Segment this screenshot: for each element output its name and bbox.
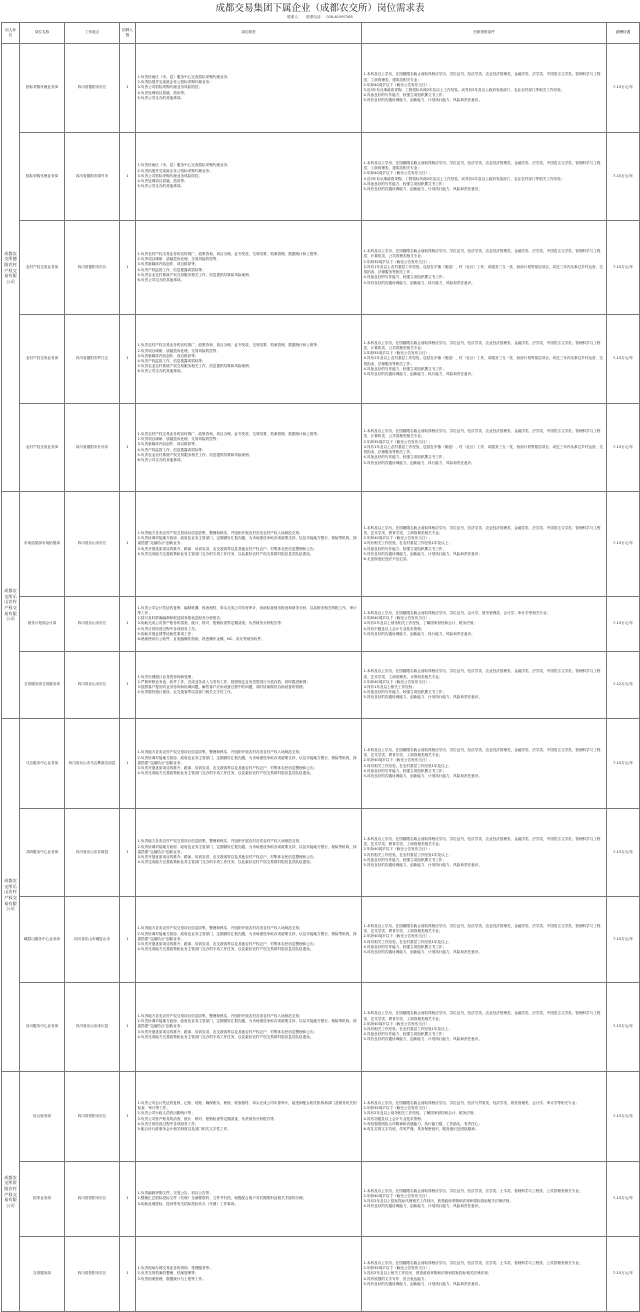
header-count: 招聘人数 [120, 23, 136, 44]
requirement-line: 5.具有良好的沟通协调能力、创新能力、执行能力、风险和责任意识。 [363, 631, 475, 636]
duty-line: 3.负责新媒体内容创作、项目推荐等； [137, 353, 199, 358]
requirement-line: 2.年龄35周岁以下（截至公告发布当日）； [363, 1106, 433, 1111]
requirement-line: 2.年龄35周岁以下（截至公告发布当日）； [363, 439, 433, 444]
requirement-line: 3.具有1年及以上农村基层工作经验，包括在乡镇（街道）、村（社区）工作，或服务三支一扶、西部计划等基层项目，或近三年内从事过乡村运营、交易拍卖、法律服务等相关工作； [363, 356, 603, 366]
employer-cell: 成都农交所乐山农村产权交易有限公司 [2, 492, 20, 719]
requirement-line: 5.具有良好的沟通协调能力、创新能力、执行能力、风险和责任意识。 [363, 372, 475, 376]
duty-line: 2.负责协调对接地方政府、政府及业务主管部门，定期做好汇报沟通，为市场建设争取各项政策支持，以及对接地方银行、保险等机构，探索搭建"交融结合"创新业务； [137, 755, 357, 765]
duty-line: 2.负责拓展并完成政企非公招标采购代理业务； [137, 80, 213, 85]
requirement-line: 4.具有中级及以上会计专业技术资格； [363, 626, 425, 631]
duty-cell [136, 1072, 362, 1162]
pay-cell: 7-15万元/年 [607, 44, 640, 133]
header-pay: 薪酬待遇 [607, 23, 640, 44]
post-cell: 农村产权交易业务岗 [20, 404, 65, 492]
table-header-row [2, 23, 640, 44]
requirement-line: 3.具有2年及以上招标投标代理相关工作经历，熟悉政府采购和法规和招标投标相关法律法规； [363, 1199, 513, 1203]
header-duty: 岗位职责 [136, 23, 362, 44]
table-row [2, 597, 640, 652]
requirement-line: 4.具备良好的写作能力、较强立项组织撰文书工作； [363, 181, 446, 186]
pay-cell: 7-15万元/年 [607, 133, 640, 221]
duty-line: 4.负责处理项目质疑、投诉等； [137, 90, 188, 95]
post-cell: 招标采购代理业务岗 [20, 44, 65, 133]
duty-line: 5.协助开展业绩等协助性事项工作； [137, 631, 195, 636]
requirement-line: 6.无违规违纪违法不良记录。 [363, 557, 411, 561]
post-cell: 财务计划部会计岗 [20, 597, 65, 652]
requirement-line: 4.具备良好的写作能力、较强立项组织撰文书工作； [363, 857, 446, 862]
count-cell: 1 [120, 404, 136, 492]
duty-line: 1.负责地方各类农村产权交易项目信息收集、整理和核实，并组织开展农村各类农村产权入场规范交易； [137, 926, 303, 931]
requirement-line: 2.年龄40周岁以下（截至公告发布当日）； [363, 171, 433, 176]
requirement-line: 4.具备良好的写作能力、较强立项组织撰文书工作； [363, 275, 446, 280]
requirement-line: 1.本科及以上学历，在国籍限名截止前取得相应学历、学位证书，经济学类、农业经济管理类、金融学类、法学类、中国语言文学类、管理科学与工程类、艺术学类、工商管理类、计算机类相关专业； [363, 669, 601, 679]
requirements-cell [362, 315, 607, 404]
duty-cell [136, 809, 362, 897]
count-cell: 1 [120, 133, 136, 221]
table-row [2, 652, 640, 719]
table-row [2, 221, 640, 315]
requirement-line: 5.具有良好的沟通协调能力、创新能力、计划执行能力、风险和责任意识。 [363, 862, 482, 867]
post-cell: 井研服务中心业务岗 [20, 809, 65, 897]
duty-line: 1.负责农村产权交易业务的宣传推广、政策咨询、项目办理、证书发放、交易结算、档案管理、数据统计和上报等； [137, 343, 321, 348]
count-cell: 1 [120, 1237, 136, 1312]
duty-line: 1.负责地方各类农村产权交易项目信息收集、整理和核实，并组织开展农村各类农村产权入场规范交易； [137, 1013, 303, 1018]
requirement-line: 5.具有良好的沟通协调能力、创新能力、计划执行能力、风险和责任意识。 [363, 186, 482, 191]
place-cell: 四川省乐山市市区 [65, 597, 120, 652]
count-cell: 1 [120, 809, 136, 897]
requirement-line: 1.本科及以上学历，在国籍限名截止前取得相应学历、学位证书，经济学类、农业经济管理类、金融学类、法学类、中国语言文学类、管理科学与工程类、艺术学类、教育学类、工商管理类相关专业； [363, 1011, 601, 1021]
duty-cell [136, 44, 362, 133]
requirement-line: 3.近3年有从事政府采购、工程招标代理2年及以上工作经验，或具有2年及以上政府发改部门、农业农村部门等相关工作经验； [363, 88, 565, 92]
duty-line: 3.按照客户提出的业务咨询和协调问题，解答客户应用设备过程中的问题，同时协助做好自助设备的管理； [137, 685, 307, 689]
duty-line: 1.负责地方各类农村产权交易项目信息收集、整理和核实，并组织开展农村各类农村产权入场规范交易； [137, 530, 303, 535]
requirement-line: 3.具有1年及以上农村基层工作经验，包括在乡镇（街道）、村（社区）工作，或服务三支一扶、西部计划等基层项目，或近三年内从事过乡村运营、交易拍卖、法律服务等相关工作； [363, 444, 603, 455]
duty-line: 1.负责协助区（市、县）服务中心完成招标采购代理业务； [137, 74, 231, 79]
requirement-line: 2.年龄40周岁以下（截至公告发布当日）； [363, 82, 433, 87]
requirements-cell [362, 652, 607, 719]
count-cell: 1 [120, 1072, 136, 1162]
pay-cell: 7-15万元/年 [607, 1162, 640, 1237]
duty-line: 5.负责公司交办的其他事项。 [137, 95, 185, 100]
duty-cell [136, 315, 362, 404]
post-cell: 招标采购代理业务岗 [20, 133, 65, 221]
requirement-line: 5.具有良好的沟通协调能力、创新能力、计划执行能力、风险和责任意识。 [363, 1037, 482, 1042]
requirement-line: 2.年龄40周岁以下（截至公告发布当日）； [363, 847, 433, 852]
place-cell: 四川省乐山市沐川县 [65, 983, 120, 1072]
duty-line: 4.负责日常经营过程中各项财务工作。 [137, 626, 199, 631]
table-row [2, 1237, 640, 1312]
table-row [2, 492, 640, 597]
requirement-line: 3.具有相关工作经验，在农村基层工作经验1年及以上； [363, 852, 452, 857]
requirement-line: 1.本科及以上学历，在国籍限名截止前取得相应学历、学位证书，经济学类、农业经济管理类、金融学类、法学类、中国语言文学类、管理科学与工程类、艺术学类、教育学类、工商管理类相关专业； [363, 836, 601, 847]
duty-line: 2.负责项目调研、质疑投诉处理、交易风险防控等； [137, 437, 220, 442]
duty-line: 2.负责协调对接地方政府、政府及业务主管部门，定期做好汇报沟通，为市场建设争取各项政策支持，以及对接地方银行、保险等机构，探索搭建"交融结合"创新业务； [137, 844, 357, 854]
count-cell: 1 [120, 44, 136, 133]
requirement-line: 2.年龄40周岁以下（截至公告发布当日）； [363, 934, 433, 939]
duty-line: 4.负责完成地方完善政策和业务主管部门交办的专项工作任务，以及素好农村产权交易群村组信息员队伍建设。 [137, 947, 314, 952]
requirement-line: 4.具备良好的写作能力、较强立项组织撰文书工作； [363, 768, 446, 773]
pay-cell: 7-15万元/年 [607, 315, 640, 404]
duty-line: 2.负责协调对接地方政府、政府及业务主管部门，定期做好汇报沟通，为市场建设争取各项政策支持，以及对接地方银行、保险等机构，探索搭建"交融结合"创新业务； [137, 536, 357, 546]
duty-line: 2.整理汇总招标投标文件（代理）全流程资料、文件并归档，积极配合客户对后期资料及相关手续的办理； [137, 1196, 307, 1201]
requirement-line: 4.具备良好的写作能力、较强立项组织撰文书工作； [363, 93, 446, 98]
duty-cell [136, 1162, 362, 1237]
requirement-line: 3.具有1年及以上相关工作经验； [363, 685, 416, 689]
requirement-line: 2.年龄40周岁以下（截至公告发布当日）； [363, 1193, 433, 1198]
duty-line: 3.负责开展优质项目的推介、路演、培训宣讲、农交竣客等以及其他农村产权农户、村集体农民信息整理和公告； [137, 546, 318, 551]
requirements-cell [362, 719, 607, 809]
requirement-line: 1.本科及以上学历，在国籍限名截止前取得相应学历、学位证书，经济学类、农业经济管理类、金融学类、法学类、中国语言文学类、管理科学与工程类、工商管理类、建筑类相关专业； [363, 72, 601, 82]
table-row [2, 809, 640, 897]
requirements-cell [362, 897, 607, 983]
pay-cell: 7-12万元/年 [607, 652, 640, 719]
post-cell: 交易服务岗 [20, 1237, 65, 1312]
duty-line: 4.负责日常经营过程中各项财务工作； [137, 1121, 199, 1126]
requirement-line: 4.具有良好的沟通协调能力、创新能力、计划执行能力、风险和责任意识。 [363, 1204, 482, 1209]
duty-line: 6.熟练使用办公软件，且电脑操作熟练，熟悉操作金蝶、NC、用友等财务软件。 [137, 637, 265, 641]
place-cell: 四川省德阳市绵竹市 [65, 133, 120, 221]
requirement-line: 5.具有良好的沟通协调能力、创新能力、计划执行能力、风险和责任意识。 [363, 949, 482, 954]
place-cell: 四川省德阳市市区 [65, 44, 120, 133]
requirement-line: 1.本科及以上学历，在国籍限名截止前取得相应学历、学位证书，经济与贸易类、经济学类、财务管理类、会计学、审计学等相关专业； [363, 1100, 579, 1105]
requirements-cell [362, 404, 607, 492]
duty-line: 4.负责做好窗口建设、农交竣客等以及部门相关文字性工作。 [137, 690, 235, 695]
pay-cell: 7-15万元/年 [607, 404, 640, 492]
duty-cell [136, 404, 362, 492]
requirement-line: 1.本科及以上学历，在国籍限名截止前取得相应学历、学位证书，会计学、财务管理类、会计学、审计学等相关专业； [363, 610, 551, 615]
place-cell: 四川省资阳市市区 [65, 1237, 120, 1312]
table-row [2, 719, 640, 809]
requirement-line: 5.具有良好的沟通协调能力、创新能力、计划执行能力、风险和责任意识。 [363, 695, 482, 700]
requirement-line: 4.具备良好的写作能力、较强立项组织撰文书工作； [363, 690, 446, 695]
duty-line: 1.负责地方各类农村产权交易项目信息收集、整理和核实，并组织开展农村各类农村产权入场规范交易； [137, 839, 303, 844]
requirement-line: 1.本科及以上学历，在国籍限名截止前取得相应学历、学位证书，经济学类、农业经济管理类、金融学类、法学类、中国语言文学类、管理科学与工程类、艺术学类、教育学类、工商管理类相关专业； [363, 747, 601, 758]
employer-cell: 成都农交所德阳农村产权交易有限公司 [2, 44, 20, 492]
table-row [2, 315, 640, 404]
duty-line: 5.负责农业农村系统产权交易服务相关工作、信息提供结算和风险案例； [137, 452, 253, 457]
requirement-line: 4.具有较强的文字写作、语言表达能力； [363, 1276, 429, 1281]
requirement-line: 2.年龄40周岁以下（截至公告发布当日）； [363, 616, 433, 621]
requirement-line: 3.具有2年及以上相关工作经历，熟悉政府采购和法规和招标投标相关法律法规； [363, 1271, 492, 1276]
duty-line: 1.负责公司会计凭证的复核、编制账簿、账表相符，牵头完成公司年度审计，协助检查财务报表和财务分析，以及税务相关纳税工作，审计等工作； [137, 605, 357, 615]
duty-line: 3.负责开展优质项目的推介、路演、培训宣讲、农交竣客等以及其他农村产权农户、村集体农民信息整理和公告； [137, 855, 318, 860]
pay-cell: 7-15万元/年 [607, 221, 640, 315]
requirement-line: 4.具备良好的写作能力、较强立项组织撰文书工作； [363, 944, 446, 949]
duty-line: 1.负责农村产权交易业务的宣传推广、政策咨询、项目办理、证书发放、交易结算、档案管理、数据统计和上报等； [137, 431, 321, 436]
requirement-line: 1.本科及以上学历，在国籍限名截止前取得相应学历、学位证书，经济学类、农业经济管理类、金融学类、法学类、中国语言文学类、管理科学与工程类、计算机类、公共管理类相关专业； [363, 429, 601, 439]
count-cell: 1 [120, 897, 136, 983]
duty-line: 3.协助处理投标、投诉等有关招标投标代办（代理）工作事项。 [137, 1201, 238, 1206]
duty-cell [136, 133, 362, 221]
requirement-line: 3.具有相关工作经验，在农村基层工作经验1年及以上； [363, 541, 452, 546]
duty-line: 1.负责协助区（市、县）服务中心完成招标采购代理业务； [137, 163, 231, 168]
pay-cell: 7-15万元/年 [607, 597, 640, 652]
requirement-line: 2.年龄35周岁以下（截至公告发布当日）； [363, 259, 433, 264]
duty-line: 3.负责新媒体内容创作、项目推荐等； [137, 442, 199, 447]
requirement-line: 2.年龄35周岁以下（截至公告发布当日）； [363, 351, 433, 356]
requirement-line: 3.具有相关工作经验，在农村基层工作经验1年及以上； [363, 1027, 452, 1031]
employer-cell: 成都农交所乐山农村产权交易有限公司 [2, 719, 20, 1072]
place-cell: 四川省资阳市市区 [65, 1072, 120, 1162]
requirement-line: 2.年龄40周岁以下（截至公告发布当日）； [363, 679, 433, 684]
requirement-line: 5.具有良好的沟通协调能力、创新能力、计划执行能力、风险和责任意识。 [363, 773, 482, 778]
duty-line: 4.负责产权监管工作、信息披露或招标等； [137, 267, 206, 272]
requirement-line: 4.具有初级及以上会计专业技术资格； [363, 1116, 425, 1121]
table-row [2, 404, 640, 492]
requirements-cell [362, 1162, 607, 1237]
table-row [2, 133, 640, 221]
requirement-line: 3.具有相关工作经验，在农村基层工作经验1年及以上； [363, 939, 452, 944]
post-cell: 综合财务岗 [20, 1072, 65, 1162]
duty-line: 1.负责编制采购文件、交易公告、项目公告等； [137, 1191, 213, 1196]
duty-line: 3.负责档案管理、数据统计与上报等工作。 [137, 1276, 206, 1281]
post-cell: 沐川服务中心业务岗 [20, 983, 65, 1072]
duty-cell [136, 652, 362, 719]
post-cell: 农村产权交易业务岗 [20, 315, 65, 404]
requirements-cell [362, 983, 607, 1072]
duty-cell [136, 221, 362, 315]
pay-cell: 7-15万元/年 [607, 1237, 640, 1312]
duty-line: 4.负责完成地方完善政策和业务主管部门交办的专项工作任务，以及素好农村产权交易群村组信息员队伍建设。 [137, 1034, 314, 1039]
requirement-line: 2.年龄40周岁以下（截至公告发布当日）； [363, 1021, 433, 1026]
requirement-line: 4.具备良好的写作能力、较强立项组织撰文书工作； [363, 366, 446, 371]
duty-line: 1.负责地方各类农村产权交易项目信息收集、整理和核实，并组织开展农村各类农村产权入场规范交易； [137, 750, 303, 755]
requirement-line: 3.具有2年及以上财务相关工作经验，了解国家财经和会计、税务法规； [363, 1111, 478, 1116]
duty-line: 4.负责产权监管工作、信息披露或招标等； [137, 359, 206, 363]
requirement-line: 4.具备良好的写作能力、较强立项组织撰文书工作； [363, 455, 446, 460]
job-requirements-table [1, 22, 640, 1312]
place-cell: 四川省乐山市井研县 [65, 809, 120, 897]
requirement-line: 1.本科及以上学历，在国籍限名截止前取得相应学历、学位证书，经济学类、农业经济管理类、金融学类、法学类、中国语言文学类、管理科学与工程类、工商管理类、建筑类相关专业； [363, 160, 601, 171]
header-post: 岗位名称 [20, 23, 65, 44]
duty-line: 4.负责处理项目质疑、投诉等； [137, 179, 188, 184]
place-cell: 四川省资阳市市区 [65, 1162, 120, 1237]
page-title: 成都交易集团下属企业（成都农交所）岗位需求表 [215, 3, 425, 14]
requirement-line: 4.具备良好的写作能力、较强立项组织撰文书工作； [363, 1032, 446, 1037]
duty-line: 2.负责公司行政人员的出勤统计等； [137, 1111, 195, 1116]
duty-cell [136, 492, 362, 597]
duty-cell [136, 1237, 362, 1312]
duty-line: 5.负责公司交办的其他事项。 [137, 184, 185, 189]
post-cell: 峨眉山服务中心业务岗 [20, 897, 65, 983]
post-cell: 招采业务岗 [20, 1162, 65, 1237]
requirements-cell [362, 44, 607, 133]
count-cell: 1 [120, 597, 136, 652]
duty-line: 6.负责公司交办的其他事项。 [137, 277, 185, 282]
requirement-line: 5.有较强的团队合作精神和沟通能力，执行能力强，工作踏实，有责任心； [363, 1121, 482, 1126]
pay-cell: 7-15万元/年 [607, 983, 640, 1072]
requirement-line: 1.本科及以上学历，在国籍限名截止前取得相应学历、学位证书，经济学类、农业经济管理类、金融学类、法学类、中国语言文学类、管理科学与工程类、计算机类、公共管理类相关专业； [363, 249, 601, 259]
duty-line: 3.负责开展优质项目的推介、路演、培训宣讲、农交竣客等以及其他农村产权农户、村集体农民信息整理和公告； [137, 942, 318, 947]
requirements-cell [362, 1072, 607, 1162]
duty-line: 1.负责办理窗口业务的咨询和受理； [137, 674, 195, 679]
post-cell: 农村产权交易业务岗 [20, 221, 65, 315]
requirement-line: 2.年龄40周岁以下（截至公告发布当日）； [363, 758, 433, 763]
table-body [2, 44, 640, 1312]
post-cell: 交易服务部交易服务岗 [20, 652, 65, 719]
requirement-line: 2.年龄35周岁以下（截至公告发布当日）； [363, 1266, 433, 1271]
count-cell: 1 [120, 221, 136, 315]
requirement-line: 1.本科及以上学历，在国籍限名截止前取得相应学历、学位证书，经济学类、农业经济管理类、金融学类、法学类、中国语言文学类、管理科学与工程类、艺术学类、教育学类、工商管理类相关专业； [363, 923, 601, 934]
duty-line: 4.负责完成地方完善政策和业务主管部门交办的专项工作任务，以及素好农村产权交易群村组信息员队伍建设。 [137, 771, 314, 776]
place-cell: 四川省乐山市市区 [65, 652, 120, 719]
requirement-line: 1.本科及以上学历，在国籍限名截止前取得相应学历、学位证书，经济学类、农业经济管理类、金融学类、法学类、中国语言文学类、管理科学与工程类、计算机类、公共管理类相关专业； [363, 340, 601, 350]
duty-line: 3.负责新媒体内容创作、项目推荐等； [137, 262, 199, 267]
table-row [2, 1162, 640, 1237]
duty-line: 2.负责项目调研、质疑投诉处理、交易风险防控等； [137, 257, 220, 262]
header-employer: 用人单位 [2, 23, 20, 44]
requirements-cell [362, 597, 607, 652]
duty-line: 5.负责农业农村系统产权交易服务相关工作、信息提供结算和风险案例； [137, 364, 253, 369]
duty-line: 1.负责现场办理交易业务的咨询、受理服务等； [137, 1266, 213, 1271]
pay-cell: 7-15万元/年 [607, 809, 640, 897]
post-cell: 马边服务中心业务岗 [20, 719, 65, 809]
duty-line: 2.负责拓展并完成政企非公招标采购代理业务； [137, 168, 213, 173]
duty-line: 2.按月及时准确编制和报送财务报表及财务分析报告； [137, 616, 224, 621]
header-requirements: 任职资格条件 [362, 23, 607, 44]
requirement-line: 5.具有良好的沟通协调能力、创新能力、执行能力、风险和责任意识。 [363, 280, 475, 285]
employer-cell: 成都农交所资阳农村产权交易有限公司 [2, 1072, 20, 1312]
table-row [2, 897, 640, 983]
requirement-line: 5.具有良好的沟通协调能力、创新能力、计划执行能力、风险和责任意识。 [363, 98, 482, 103]
duty-line: 4.负责完成地方完善政策和业务主管部门交办的专项工作任务，以及素好农村产权交易群村组信息员队伍建设。 [137, 860, 314, 865]
duty-line: 3.负责公司招标采购代理业务风险防控； [137, 173, 203, 178]
post-cell: 市场拓展部市场拓展岗 [20, 492, 65, 597]
duty-line: 1.负责农村产权交易业务的宣传推广、政策咨询、项目办理、证书发放、交易结算、档案管理、数据统计和上报等； [137, 251, 321, 256]
duty-line: 2.负责协调对接地方政府、政府及业务主管部门，定期做好汇报沟通，为市场建设争取各项政策支持，以及对接地方银行、保险等机构，探索搭建"交融结合"创新业务； [137, 1019, 357, 1029]
duty-line: 6.负责公司交办的其他事项。 [137, 369, 185, 374]
requirements-cell [362, 1237, 607, 1312]
count-cell: 1 [120, 983, 136, 1072]
requirements-cell [362, 133, 607, 221]
duty-line: 5.负责农业农村系统产权交易服务相关工作、信息提供结算和风险案例； [137, 272, 253, 277]
requirement-line: 2.年龄40周岁以下（截至公告发布当日）； [363, 536, 433, 541]
place-cell: 四川省德阳市罗江区 [65, 315, 120, 404]
duty-line: 4.负责完成地方完善政策和业务主管部门交办的专项工作任务，以及素好农村产权交易群村组信息员队伍建设。 [137, 551, 314, 556]
table-row [2, 983, 640, 1072]
requirements-cell [362, 221, 607, 315]
duty-line: 2.严格审核业务表、软件工作，完成业务录入与发布工作，按照规定业务类型进行分类存档，同时跟进案例； [137, 679, 310, 684]
table-row [2, 1072, 640, 1162]
duty-line: 3.负责开展优质项目的推介、路演、培训宣讲、农交竣客等以及其他农村产权农户、村集体农民信息整理和公告； [137, 1029, 318, 1034]
pay-cell: 7-15万元/年 [607, 1072, 640, 1162]
duty-cell [136, 897, 362, 983]
requirement-line: 3.具有1年及以上农村基层工作经验，包括在乡镇（街道）、村（社区）工作，或服务三支一扶、西部计划等基层项目，或近三年内从事过乡村运营、交易拍卖、法律服务等相关工作； [363, 264, 603, 275]
requirement-line: 4.具备良好的写作能力、较强立项组织撰文书工作； [363, 546, 446, 551]
duty-line: 2.负责协调对接地方政府、政府及业务主管部门，定期做好汇报沟通，为市场建设争取各项政策支持，以及对接地方银行、保险等机构，探索搭建"交融结合"创新业务； [137, 931, 357, 941]
requirement-line: 5.具有良好的沟通协调能力、创新能力、计划执行能力、风险和责任意识； [363, 551, 482, 556]
pay-cell: 7-15万元/年 [607, 719, 640, 809]
duty-line: 5.配合好行政事务会计相关制度以及部门相关文字性工作。 [137, 1126, 231, 1131]
duty-line: 3.负责公司招标采购代理业务风险防控； [137, 85, 203, 90]
requirement-line: 5.具有良好的沟通协调能力、创新能力、计划执行能力、风险和责任意识。 [363, 1281, 482, 1286]
pay-cell: 7-15万元/年 [607, 492, 640, 597]
requirements-cell [362, 809, 607, 897]
place-cell: 四川省德阳市市区 [65, 221, 120, 315]
requirement-line: 1.本科及以上学历，在国籍限名截止前取得相应学历、学位证书，经济学类、农业经济管理类、金融学类、法学类、中国语言文学类、管理科学与工程类、艺术学类、教育学类、工商管理类相关专业； [363, 525, 601, 535]
duty-line: 1.负责公司会计凭证的复核、记账、结账，确保账实、账账、账表相符，牵头完成公司年度审计，接受和配合相关机构和部门及税务机关的检查、审计等工作； [137, 1100, 357, 1111]
duty-line: 4.负责产权监管工作、信息披露或招标等； [137, 447, 206, 452]
place-cell: 四川省德阳市什邡市 [65, 404, 120, 492]
requirement-line: 5.具有良好的沟通协调能力、创新能力、执行能力、风险和责任意识。 [363, 460, 475, 465]
requirements-cell [362, 492, 607, 597]
count-cell: 1 [120, 719, 136, 809]
requirement-line: 3.具有相关工作经验，在农村基层工作经验1年及以上； [363, 763, 452, 768]
count-cell: 1 [120, 652, 136, 719]
requirement-line: 1.本科及以上学历，在国籍限名截止前取得相应学历、学位证书，经济学类、法学类、土木类、管理科学与工程类、公共管理类相关专业； [363, 1260, 583, 1265]
place-cell: 四川省乐山市市区 [65, 492, 120, 597]
requirement-line: 3.具有2年及以上财务相关工作经验，了解国家财经和会计、税务法规； [363, 621, 478, 626]
duty-line: 3.负责公司资产账务的清查、统计、核对、报销检查等定期清查，负责财务分析报告等； [137, 1116, 278, 1121]
duty-cell [136, 719, 362, 809]
duty-cell [136, 983, 362, 1072]
pay-cell: 7-15万元/年 [607, 897, 640, 983]
table-row [2, 44, 640, 133]
count-cell: 1 [120, 1162, 136, 1237]
requirement-line: 1.本科及以上学历，在国籍限名截止前取得相应学历、学位证书，经济学类、法学类、土木类、管理科学与工程类、公共管理类相关专业； [363, 1188, 583, 1193]
header-place: 工作地点 [65, 23, 120, 44]
requirement-line: 6.有扎实的文字功底，作风严谨，具有保密意识，服务意识及团队精神。 [363, 1126, 479, 1131]
place-cell: 四川省乐山市马边彝族自治县 [65, 719, 120, 809]
duty-line: 2.负责交易档案的整理、档案管理等； [137, 1271, 199, 1276]
duty-line: 3.协助完成公司资产账务的清查、统计、核对、报销检查等定期清查，负责财务分析报告等； [137, 621, 285, 626]
count-cell: 1 [120, 492, 136, 597]
count-cell: 1 [120, 315, 136, 404]
requirement-line: 3.近3年有从事政府采购、工程招标代理2年及以上工作经验，或具有2年及以上政府发改部门、农业农村部门等相关工作经验； [363, 176, 565, 181]
contact-line: 联系人： 联系电话： 028-61997265 [287, 15, 353, 19]
duty-cell [136, 597, 362, 652]
duty-line: 3.负责开展优质项目的推介、路演、培训宣讲、农交竣客等以及其他农村产权农户、村集体农民信息整理和公告； [137, 766, 318, 771]
duty-line: 6.负责公司交办的其他事项。 [137, 457, 185, 462]
duty-line: 2.负责项目调研、质疑投诉处理、交易风险防控等； [137, 348, 220, 353]
place-cell: 四川省乐山市峨眉山市 [65, 897, 120, 983]
